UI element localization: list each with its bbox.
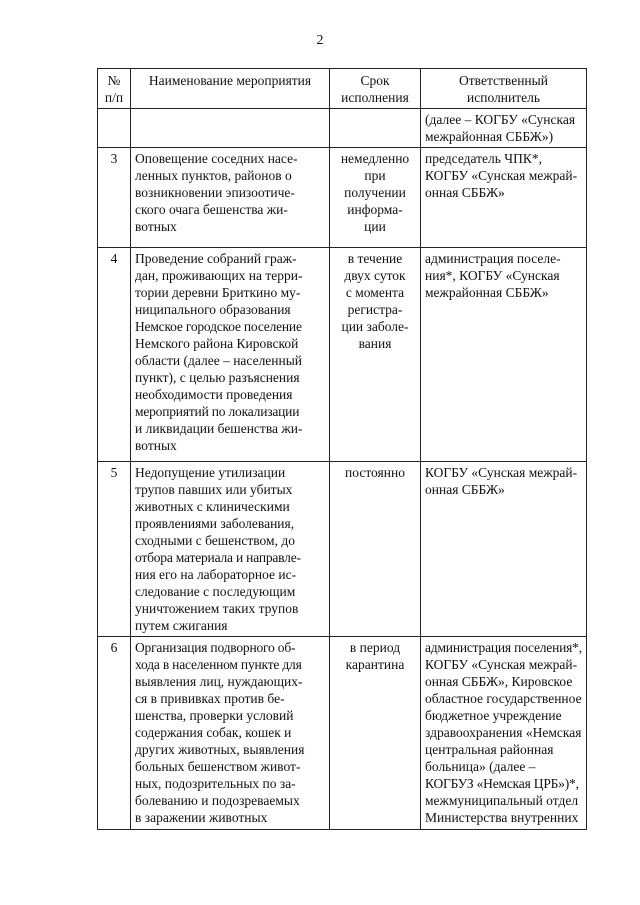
cell-text-line: постоянно — [345, 465, 405, 480]
cell-responsible — [421, 148, 587, 248]
cell-text-line: возникновении эпизоотиче- — [135, 185, 295, 200]
header-responsible — [421, 69, 587, 109]
cell-text-line: с момента — [345, 285, 405, 300]
cell-text-line: и ликвидации бешенства жи- — [135, 421, 303, 436]
cell-number: 6 — [98, 637, 131, 830]
cell-text-line: дан, проживающих на терри- — [135, 268, 303, 283]
cell-text-line: КОГБУ «Сунская межрай- — [425, 168, 578, 183]
cell-deadline — [330, 109, 421, 148]
cell-text-line: области (далее – населенный — [135, 353, 303, 368]
cell-text-line: вотных — [135, 219, 177, 234]
cell-text-line: животных с клиническими — [135, 499, 290, 514]
cell-text-line: ния*, КОГБУ «Сунская — [425, 268, 560, 283]
cell-measure-name — [131, 109, 330, 148]
cell-text-line: двух суток — [344, 268, 406, 283]
cell-text-line: администрация поселе- — [425, 251, 561, 266]
cell-deadline — [330, 248, 421, 462]
table-row — [98, 148, 587, 248]
cell-text-line: бюджетное учреждение — [425, 708, 562, 723]
cell-measure-name — [131, 462, 330, 637]
cell-text-line: выявления лиц, нуждающих- — [135, 674, 303, 689]
cell-text-line: областное государственное — [425, 691, 582, 706]
cell-text-line: межрайонная СББЖ» — [425, 285, 549, 300]
cell-text-line: КОГБУ «Сунская межрай- — [425, 465, 578, 480]
cell-text-line: других животных, выявления — [135, 742, 305, 757]
cell-text-line: шенства, проверки условий — [135, 708, 294, 723]
cell-text-line: центральная районная — [425, 742, 554, 757]
cell-deadline — [330, 148, 421, 248]
cell-text-line: КОГБУЗ «Немская ЦРБ»)*, — [425, 776, 579, 791]
cell-text-line: Оповещение соседних насе- — [135, 151, 298, 166]
cell-text-line: здравоохранения «Немская — [425, 725, 582, 740]
table-row — [98, 109, 587, 148]
cell-text-line: Организация подворного об- — [135, 640, 296, 655]
cell-text-line: Министерства внутренних — [425, 810, 579, 825]
cell-text-line: в заражении животных — [135, 810, 268, 825]
cell-deadline — [330, 637, 421, 830]
cell-text-line: уничтожением таких трупов — [135, 601, 299, 616]
cell-responsible — [421, 109, 587, 148]
cell-responsible — [421, 462, 587, 637]
table-row — [98, 637, 587, 830]
cell-measure-name — [131, 148, 330, 248]
cell-text-line: председатель ЧПК*, — [425, 151, 542, 166]
cell-text-line: в течение — [347, 251, 403, 266]
cell-text-line: ных, подозрительных по за- — [135, 776, 296, 791]
header-text-line: № — [107, 73, 121, 88]
cell-text-line: Недопущение утилизации — [135, 465, 286, 480]
cell-responsible — [421, 248, 587, 462]
cell-text-line: регистра- — [347, 302, 403, 317]
page-number: 2 — [316, 33, 324, 48]
header-text-line: исполнитель — [467, 90, 540, 105]
cell-measure-name — [131, 637, 330, 830]
cell-text-line: Немского района Кировской — [135, 336, 299, 351]
header-text-line: исполнения — [341, 90, 409, 105]
cell-text-line: (далее – КОГБУ «Сунская — [425, 112, 576, 127]
cell-text-line: онная СББЖ» — [425, 185, 505, 200]
cell-text-line: болеванию и подозреваемых — [135, 793, 300, 808]
cell-text-line: межрайонная СББЖ») — [425, 129, 554, 144]
cell-text-line: получении — [344, 185, 406, 200]
cell-text-line: трупов павших или убитых — [135, 482, 293, 497]
cell-text-line: при — [364, 168, 386, 183]
cell-text-line: ленных пунктов, районов о — [135, 168, 292, 183]
cell-text-line: необходимости проведения — [135, 387, 293, 402]
cell-text-line: Немское городское поселение — [135, 319, 302, 334]
cell-text-line: ского очага бешенства жи- — [135, 202, 288, 217]
table-row — [98, 462, 587, 637]
cell-text-line: проявлениями заболевания, — [135, 516, 295, 531]
cell-measure-name — [131, 248, 330, 462]
cell-text-line: ся в прививках против бе- — [135, 691, 285, 706]
cell-number: 3 — [98, 148, 131, 248]
cell-text-line: вотных — [135, 438, 177, 453]
cell-text-line: больница» (далее – — [425, 759, 536, 774]
cell-responsible — [421, 637, 587, 830]
measures-table — [97, 68, 587, 830]
cell-text-line: сходными с бешенством, до — [135, 533, 295, 548]
cell-text-line: хода в населенном пункте для — [135, 657, 302, 672]
cell-text-line: содержания собак, кошек и — [135, 725, 292, 740]
table-row — [98, 248, 587, 462]
header-text-line: Срок — [360, 73, 390, 88]
cell-text-line: пункт), с целью разъяснения — [135, 370, 300, 385]
cell-text-line: карантина — [345, 657, 405, 672]
cell-text-line: ния его на лабораторное ис- — [135, 567, 297, 582]
cell-text-line: онная СББЖ» — [425, 482, 505, 497]
cell-text-line: ниципального образования — [135, 302, 291, 317]
cell-text-line: тории деревни Бриткино му- — [135, 285, 301, 300]
header-text-line: Наименование мероприятия — [148, 73, 312, 88]
cell-text-line: следование с последующим — [135, 584, 296, 599]
cell-text-line: межмуниципальный отдел — [425, 793, 579, 808]
cell-text-line: в период — [349, 640, 401, 655]
header-number — [98, 69, 131, 109]
cell-text-line: вания — [358, 336, 392, 351]
header-text-line: Ответственный — [459, 73, 548, 88]
header-deadline — [330, 69, 421, 109]
cell-text-line: онная СББЖ», Кировское — [425, 674, 573, 689]
header-measure-name — [131, 69, 330, 109]
header-text-line: п/п — [104, 90, 124, 105]
cell-text-line: Проведение собраний граж- — [135, 251, 297, 266]
table-header-row — [98, 69, 587, 109]
cell-deadline — [330, 462, 421, 637]
cell-text-line: отбора материала и направле- — [135, 550, 301, 565]
cell-text-line: ции заболе- — [341, 319, 409, 334]
cell-text-line: информа- — [347, 202, 403, 217]
cell-number — [98, 109, 131, 148]
cell-text-line: администрация поселения*, — [425, 640, 582, 655]
cell-text-line: мероприятий по локализации — [135, 404, 300, 419]
cell-text-line: ции — [364, 219, 386, 234]
cell-number: 4 — [98, 248, 131, 462]
cell-text-line: больных бешенством живот- — [135, 759, 301, 774]
cell-text-line: немедленно — [340, 151, 410, 166]
cell-text-line: КОГБУ «Сунская межрай- — [425, 657, 578, 672]
cell-number: 5 — [98, 462, 131, 637]
cell-text-line: путем сжигания — [135, 618, 228, 633]
